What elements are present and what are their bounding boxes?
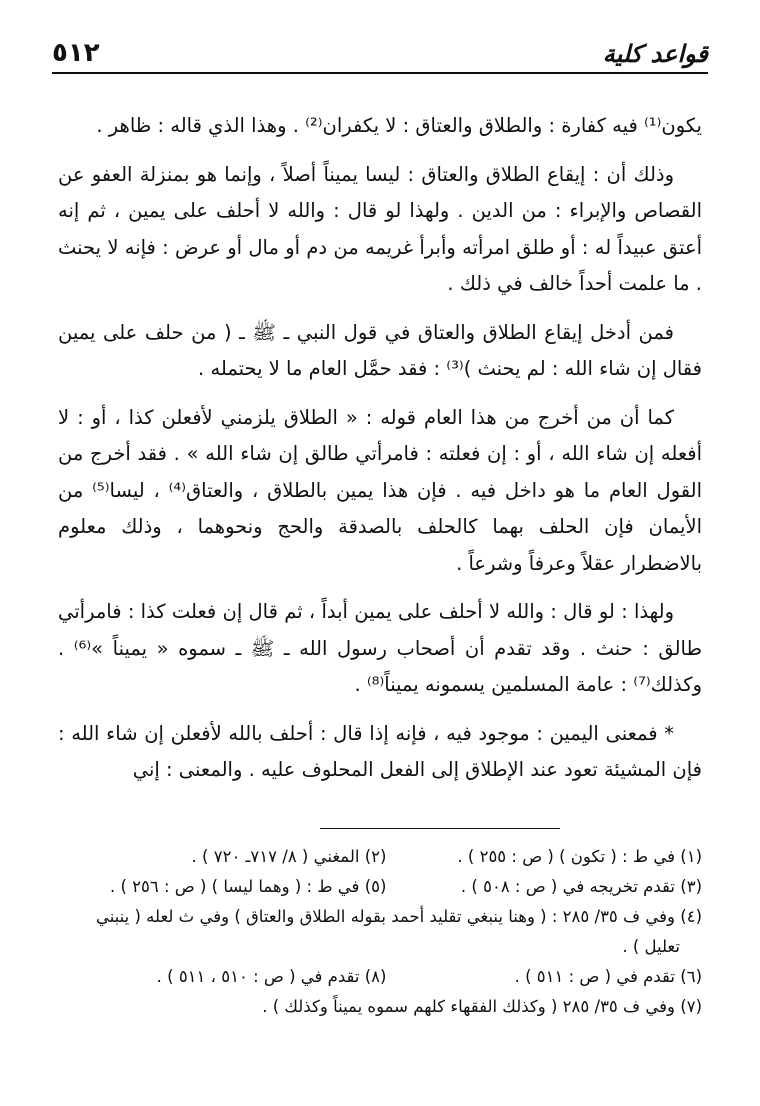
footnote: (٧) وفي ف ٣٥/ ٢٨٥ ( وكذلك الفقهاء كلهم سموه يميناً وكذلك ) . [262, 997, 702, 1016]
footnote: (٦) تقدم في ( ص : ٥١١ ) . [514, 967, 702, 986]
footnote: (١) في ط : ( تكون ) ( ص : ٢٥٥ ) . [457, 847, 702, 866]
running-title: قواعد كلية [602, 40, 708, 68]
paragraph: يكون⁽¹⁾ فيه كفارة : والطلاق والعتاق : لا يكفران⁽²⁾ . وهذا الذي قاله : ظاهر . [96, 114, 702, 137]
footnote: (٤) وفي ف ٣٥/ ٢٨٥ : ( وهنا ينبغي تقليد أحمد بقوله الطلاق والعتاق ) وفي ث لعله ( ينبني [95, 907, 702, 926]
page-header [52, 28, 708, 68]
footnote: (٢) المغني ( ٨/ ٧١٧ـ ٧٢٠ ) . [191, 847, 387, 866]
footnote: (٨) تقدم في ( ص : ٥١٠ ، ٥١١ ) . [156, 967, 387, 986]
paragraph: ولهذا : لو قال : والله لا أحلف على يمين أبداً ، ثم قال إن فعلت كذا : فامرأتي طالق : حنث . وقد تقدم أن أصحاب رسول الله ـ ﷺ ـ سموه « يميناً »⁽⁶⁾ . وكذلك⁽⁷⁾ : عامة المسلمين يسمونه يميناً⁽⁸⁾ . [58, 600, 703, 696]
paragraph: * فمعنى اليمين : موجود فيه ، فإنه إذا قال : أحلف بالله لأفعلن إن شاء الله : فإن المشيئة تعود عند الإطلاق إلى الفعل المحلوف عليه . والمعنى : إني [58, 721, 702, 781]
footnote: (٣) تقدم تخريجه في ( ص : ٥٠٨ ) . [460, 877, 702, 896]
footnote-continuation: تعليل ) . [622, 937, 680, 956]
header-rule [52, 72, 708, 74]
page-number: ٥١٢ [52, 38, 100, 68]
paragraph: فمن أدخل إيقاع الطلاق والعتاق في قول النبي ـ ﷺ ـ ( من حلف على يمين فقال إن شاء الله : لم يحنث )⁽³⁾ : فقد حمَّل العام ما لا يحتمله . [58, 320, 702, 380]
footnote-rule [320, 828, 560, 829]
main-text [58, 108, 702, 801]
paragraph: وذلك أن : إيقاع الطلاق والعتاق : ليسا يميناً أصلاً ، وإنما هو بمنزلة العفو عن القصاص والإبراء : من الدين . ولهذا لو قال : والله لا أحلف على يمين ، ثم إنه أعتق عبيداً له : أو طلق امرأته وأبرأ غريمه من دم أو مال أو عرض : فإنه لا يحنث . ما علمت أحداً خالف في ذلك . [58, 162, 702, 295]
paragraph: كما أن من أخرج من هذا العام قوله : « الطلاق يلزمني لأفعلن كذا ، أو : لا أفعله إن شاء الله ، أو : إن فعلته : فامرأتي طالق إن شاء الله » . فقد أخرج من القول العام ما هو داخل فيه . فإن هذا يمين بالطلاق ، والعتاق⁽⁴⁾ ، ليسا⁽⁵⁾ من الأيمان فإن الحلف بهما كالحلف بالصدقة والحج ونحوهما ، وذلك معلوم بالاضطرار عقلاً وعرفاً وشرعاً . [58, 405, 703, 575]
footnote: (٥) في ط : ( وهما ليسا ) ( ص : ٢٥٦ ) . [109, 877, 387, 896]
footnotes [58, 842, 702, 1022]
